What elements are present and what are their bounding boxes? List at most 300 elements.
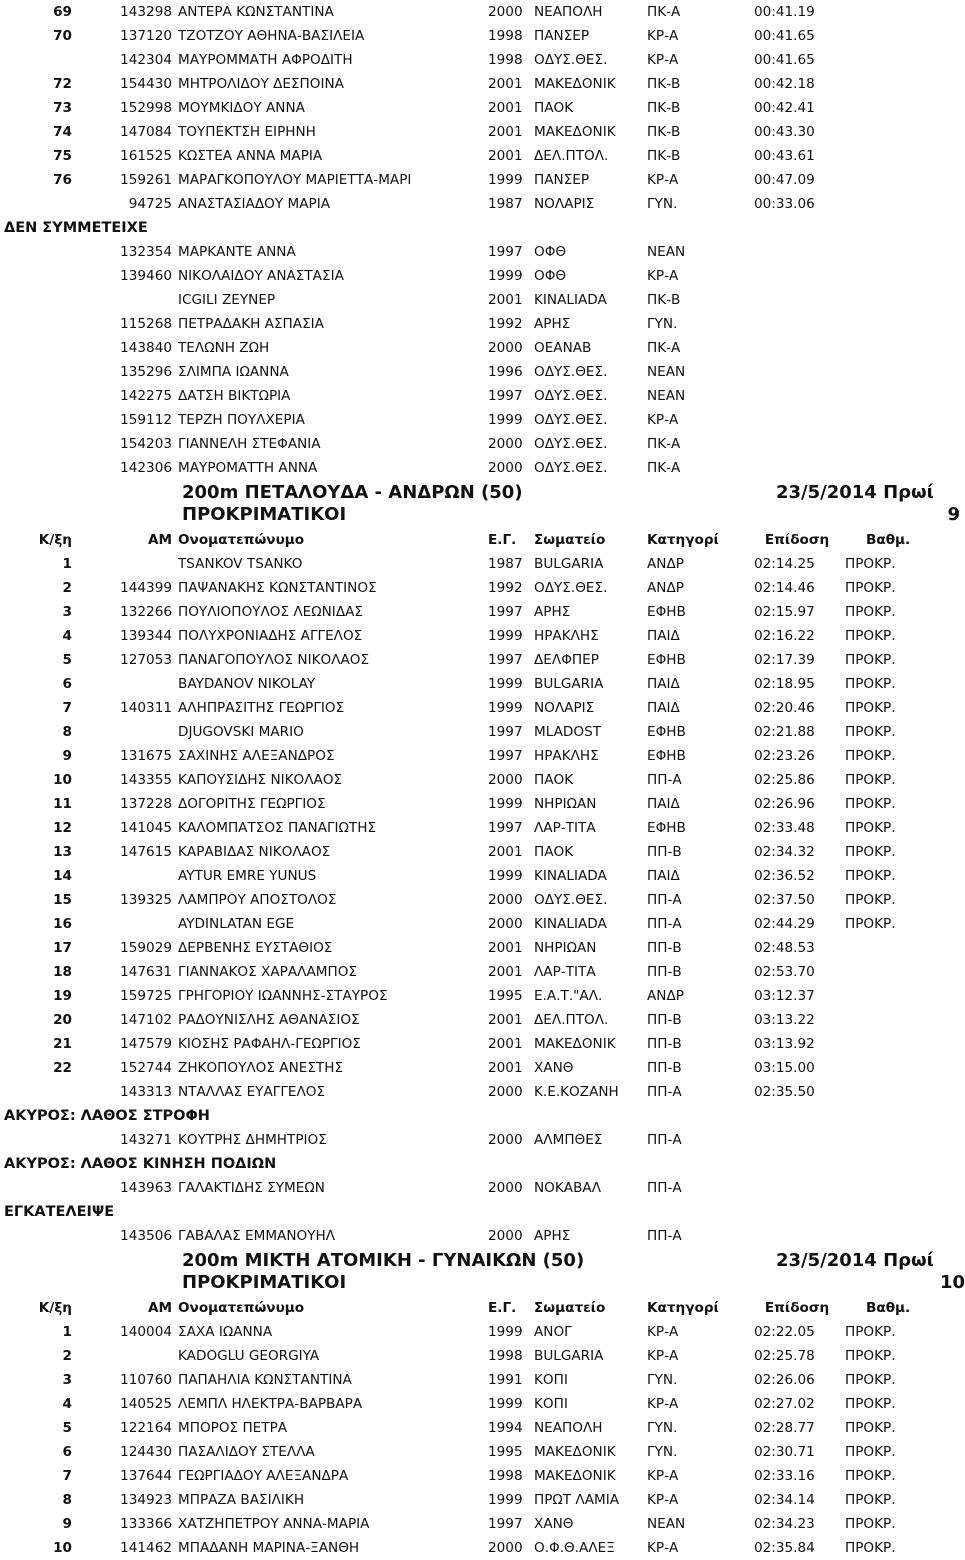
result-row [0, 696, 960, 720]
column-headers [0, 528, 960, 552]
birth-year-cell: 2000 [488, 772, 523, 788]
athlete-name-cell: ΖΗΚΟΠΟΥΛΟΣ ΑΝΕΣΤΗΣ [178, 1060, 344, 1076]
club-cell: ΑΡΗΣ [534, 316, 571, 332]
result-row [0, 1488, 960, 1512]
category-cell: ΚΡ-Α [647, 52, 679, 68]
birth-year-cell: 1992 [488, 580, 523, 596]
rank-cell: 3 [62, 1372, 72, 1388]
athlete-name-cell: ΣΑΧΑ ΙΩΑΝΝΑ [178, 1324, 273, 1340]
athlete-name-cell: ΝΙΚΟΛΑΙΔΟΥ ΑΝΑΣΤΑΣΙΑ [178, 268, 344, 284]
header-year: Ε.Γ. [488, 1300, 517, 1316]
rank-cell: 7 [62, 1468, 72, 1484]
remark-cell: ΠΡΟΚΡ. [845, 820, 896, 836]
club-cell: ΛΑΡ-ΤΙΤΑ [534, 964, 596, 980]
athlete-id-cell: 124430 [120, 1444, 172, 1460]
club-cell: ΟΦΘ [534, 268, 567, 284]
category-cell: ΠΠ-Α [647, 1084, 682, 1100]
result-row [0, 1440, 960, 1464]
birth-year-cell: 1999 [488, 412, 523, 428]
rank-cell: 5 [62, 1420, 72, 1436]
birth-year-cell: 1999 [488, 868, 523, 884]
athlete-name-cell: ΔΟΓΟΡΙΤΗΣ ΓΕΩΡΓΙΟΣ [178, 796, 326, 812]
category-cell: ΠΠ-Β [647, 844, 682, 860]
remark-cell: ΠΡΟΚΡ. [845, 1444, 896, 1460]
club-cell: ΑΛΜΠΘΕΣ [534, 1132, 603, 1148]
did-not-finish-block [0, 1224, 960, 1248]
club-cell: ΧΑΝΘ [534, 1060, 574, 1076]
category-cell: ΠΚ-Α [647, 436, 681, 452]
remark-cell: ΠΡΟΚΡ. [845, 1540, 896, 1556]
remark-cell: ΠΡΟΚΡ. [845, 1516, 896, 1532]
athlete-id-cell: 143355 [120, 772, 172, 788]
remark-cell: ΠΡΟΚΡ. [845, 676, 896, 692]
header-am: ΑΜ [147, 1300, 172, 1316]
club-cell: ΜΑΚΕΔΟΝΙΚ [534, 1444, 616, 1460]
athlete-name-cell: ΓΑΛΑΚΤΙΔΗΣ ΣΥΜΕΩΝ [178, 1180, 325, 1196]
category-cell: ΑΝΔΡ [647, 556, 684, 572]
birth-year-cell: 1997 [488, 244, 523, 260]
athlete-id-cell: 137228 [120, 796, 172, 812]
athlete-name-cell: ΓΙΑΝΝΕΛΗ ΣΤΕΦΑΝΙΑ [178, 436, 321, 452]
result-row [0, 984, 960, 1008]
category-cell: ΕΦΗΒ [647, 724, 686, 740]
category-cell: ΚΡ-Α [647, 268, 679, 284]
time-cell: 02:53.70 [754, 964, 815, 980]
rank-cell: 2 [62, 580, 72, 596]
club-cell: ΔΕΛ.ΠΤΟΛ. [534, 1012, 609, 1028]
dq-kick-block [0, 1176, 960, 1200]
athlete-name-cell: ΔΑΤΣΗ ΒΙΚΤΩΡΙΑ [178, 388, 291, 404]
athlete-name-cell: ΓΡΗΓΟΡΙΟΥ ΙΩΑΝΝΗΣ-ΣΤΑΥΡΟΣ [178, 988, 388, 1004]
header-time: Επίδοση [764, 1300, 830, 1316]
rank-cell: 19 [53, 988, 72, 1004]
header-am: ΑΜ [147, 532, 172, 548]
time-cell: 03:13.22 [754, 1012, 815, 1028]
time-cell: 00:42.18 [754, 76, 815, 92]
time-cell: 02:30.71 [754, 1444, 815, 1460]
time-cell: 02:35.84 [754, 1540, 815, 1556]
birth-year-cell: 1995 [488, 1444, 523, 1460]
event-title: 200m ΜΙΚΤΗ ΑΤΟΜΙΚΗ - ΓΥΝΑΙΚΩΝ (50) [182, 1250, 585, 1271]
result-row [0, 1224, 960, 1248]
time-cell: 00:43.30 [754, 124, 815, 140]
result-row [0, 336, 960, 360]
time-cell: 02:27.02 [754, 1396, 815, 1412]
category-cell: ΠΑΙΔ [647, 796, 680, 812]
birth-year-cell: 2000 [488, 436, 523, 452]
athlete-id-cell: 143313 [120, 1084, 172, 1100]
athlete-id-cell: 147579 [120, 1036, 172, 1052]
result-row [0, 264, 960, 288]
category-cell: ΠΠ-Β [647, 1036, 682, 1052]
remark-cell: ΠΡΟΚΡ. [845, 1468, 896, 1484]
remark-cell: ΠΡΟΚΡ. [845, 1492, 896, 1508]
athlete-name-cell: DJUGOVSKI MARIO [178, 724, 304, 740]
athlete-id-cell: 147631 [120, 964, 172, 980]
result-row [0, 792, 960, 816]
result-row [0, 1344, 960, 1368]
athlete-id-cell: 143506 [120, 1228, 172, 1244]
result-row [0, 1464, 960, 1488]
remark-cell: ΠΡΟΚΡ. [845, 748, 896, 764]
club-cell: ΝΕΑΠΟΛΗ [534, 4, 603, 20]
birth-year-cell: 2001 [488, 964, 523, 980]
birth-year-cell: 1999 [488, 700, 523, 716]
result-row [0, 552, 960, 576]
athlete-name-cell: ΠΑΝΑΓΟΠΟΥΛΟΣ ΝΙΚΟΛΑΟΣ [178, 652, 370, 668]
time-cell: 00:33.06 [754, 196, 815, 212]
result-row [0, 1032, 960, 1056]
header-club: Σωματείο [534, 1300, 606, 1316]
club-cell: Κ.Ε.ΚΟΖΑΝΗ [534, 1084, 619, 1100]
results-block-butterfly-men [0, 552, 960, 1104]
club-cell: ΜΑΚΕΔΟΝΙΚ [534, 76, 616, 92]
athlete-name-cell: ΚΑΛΟΜΠΑΤΣΟΣ ΠΑΝΑΓΙΩΤΗΣ [178, 820, 377, 836]
club-cell: ΔΕΛ.ΠΤΟΛ. [534, 148, 609, 164]
athlete-id-cell: 110760 [120, 1372, 172, 1388]
athlete-name-cell: ΜΠΡΑΖΑ ΒΑΣΙΛΙΚΗ [178, 1492, 305, 1508]
athlete-id-cell: 139460 [120, 268, 172, 284]
athlete-name-cell: BAYDANOV NIKOLAY [178, 676, 316, 692]
club-cell: ΑΡΗΣ [534, 604, 571, 620]
athlete-id-cell: 143298 [120, 4, 172, 20]
time-cell: 00:41.65 [754, 52, 815, 68]
birth-year-cell: 2000 [488, 1132, 523, 1148]
athlete-id-cell: 143271 [120, 1132, 172, 1148]
category-cell: ΕΦΗΒ [647, 748, 686, 764]
birth-year-cell: 2000 [488, 1228, 523, 1244]
rank-cell: 4 [62, 1396, 72, 1412]
result-row [0, 360, 960, 384]
category-cell: ΚΡ-Α [647, 28, 679, 44]
rank-cell: 6 [62, 1444, 72, 1460]
result-row [0, 888, 960, 912]
time-cell: 02:48.53 [754, 940, 815, 956]
remark-cell: ΠΡΟΚΡ. [845, 868, 896, 884]
category-cell: ΠΠ-Β [647, 964, 682, 980]
club-cell: ΠΑΟΚ [534, 100, 574, 116]
birth-year-cell: 1992 [488, 316, 523, 332]
category-cell: ΠΚ-Α [647, 460, 681, 476]
athlete-name-cell: ΜΑΥΡΟΜΜΑΤΗ ΑΦΡΟΔΙΤΗ [178, 52, 353, 68]
time-cell: 02:20.46 [754, 700, 815, 716]
rank-cell: 21 [53, 1036, 72, 1052]
rank-cell: 17 [53, 940, 72, 956]
rank-cell: 18 [53, 964, 72, 980]
athlete-id-cell: 134923 [120, 1492, 172, 1508]
club-cell: ΔΕΛΦΠΕΡ [534, 652, 599, 668]
birth-year-cell: 1998 [488, 1348, 523, 1364]
time-cell: 00:41.65 [754, 28, 815, 44]
header-name: Ονοματεπώνυμο [178, 532, 305, 548]
club-cell: ΟΔΥΣ.ΘΕΣ. [534, 580, 608, 596]
birth-year-cell: 1998 [488, 52, 523, 68]
did-not-start-block [0, 240, 960, 480]
remark-cell: ΠΡΟΚΡ. [845, 604, 896, 620]
time-cell: 02:25.78 [754, 1348, 815, 1364]
athlete-id-cell: 140311 [120, 700, 172, 716]
birth-year-cell: 1991 [488, 1372, 523, 1388]
category-cell: ΚΡ-Α [647, 1540, 679, 1556]
page-number: 9 [947, 504, 960, 525]
rank-cell: 14 [53, 868, 72, 884]
time-cell: 02:26.06 [754, 1372, 815, 1388]
birth-year-cell: 1999 [488, 1396, 523, 1412]
club-cell: ΛΑΡ-ΤΙΤΑ [534, 820, 596, 836]
club-cell: ΝΟΛΑΡΙΣ [534, 196, 595, 212]
category-cell: ΠΑΙΔ [647, 700, 680, 716]
club-cell: ΚΟΠΙ [534, 1372, 568, 1388]
athlete-name-cell: ΤΕΡΖΗ ΠΟΥΛΧΕΡΙΑ [178, 412, 305, 428]
athlete-name-cell: ΓΕΩΡΓΙΑΔΟΥ ΑΛΕΞΑΝΔΡΑ [178, 1468, 349, 1484]
dq-turn-block [0, 1128, 960, 1152]
result-row [0, 312, 960, 336]
time-cell: 02:34.32 [754, 844, 815, 860]
club-cell: BULGARIA [534, 1348, 604, 1364]
athlete-id-cell: 141462 [120, 1540, 172, 1556]
category-cell: ΠΚ-Β [647, 148, 681, 164]
time-cell: 02:15.97 [754, 604, 815, 620]
athlete-name-cell: ΚΟΥΤΡΗΣ ΔΗΜΗΤΡΙΟΣ [178, 1132, 327, 1148]
athlete-id-cell: 133366 [120, 1516, 172, 1532]
category-cell: ΠΚ-Β [647, 292, 681, 308]
rank-cell: 12 [53, 820, 72, 836]
category-cell: ΝΕΑΝ [647, 1516, 686, 1532]
result-row [0, 192, 960, 216]
club-cell: ΚΟΠΙ [534, 1396, 568, 1412]
remark-cell: ΠΡΟΚΡ. [845, 1372, 896, 1388]
time-cell: 03:12.37 [754, 988, 815, 1004]
rank-cell: 9 [62, 748, 72, 764]
rank-cell: 9 [62, 1516, 72, 1532]
club-cell: Ο.Φ.Θ.ΑΛΕΞ [534, 1540, 615, 1556]
result-row [0, 1416, 960, 1440]
result-row [0, 840, 960, 864]
club-cell: ΟΔΥΣ.ΘΕΣ. [534, 892, 608, 908]
athlete-name-cell: ΓΙΑΝΝΑΚΟΣ ΧΑΡΑΛΑΜΠΟΣ [178, 964, 357, 980]
rank-cell: 6 [62, 676, 72, 692]
birth-year-cell: 2001 [488, 1036, 523, 1052]
result-row [0, 432, 960, 456]
result-row [0, 768, 960, 792]
athlete-id-cell: 137644 [120, 1468, 172, 1484]
athlete-name-cell: ΚΑΡΑΒΙΔΑΣ ΝΙΚΟΛΑΟΣ [178, 844, 331, 860]
category-cell: ΠΠ-Α [647, 1132, 682, 1148]
rank-cell: 73 [53, 100, 72, 116]
remark-cell: ΠΡΟΚΡ. [845, 892, 896, 908]
athlete-name-cell: ΜΠΑΔΑΝΗ ΜΑΡΙΝΑ-ΞΑΝΘΗ [178, 1540, 360, 1556]
athlete-name-cell: ΔΕΡΒΕΝΗΣ ΕΥΣΤΑΘΙΟΣ [178, 940, 333, 956]
category-cell: ΠΠ-Β [647, 1012, 682, 1028]
birth-year-cell: 1999 [488, 628, 523, 644]
time-cell: 02:33.48 [754, 820, 815, 836]
remark-cell: ΠΡΟΚΡ. [845, 844, 896, 860]
athlete-id-cell: 147102 [120, 1012, 172, 1028]
event-heading-butterfly-men [0, 480, 960, 528]
result-row [0, 96, 960, 120]
athlete-id-cell: 94725 [128, 196, 172, 212]
category-cell: ΓΥΝ. [647, 196, 678, 212]
rank-cell: 13 [53, 844, 72, 860]
result-row [0, 0, 960, 24]
athlete-id-cell: 142304 [120, 52, 172, 68]
birth-year-cell: 1987 [488, 196, 523, 212]
birth-year-cell: 2000 [488, 1180, 523, 1196]
club-cell: ΠΑΟΚ [534, 844, 574, 860]
athlete-name-cell: ΜΑΡΑΓΚΟΠΟΥΛΟΥ ΜΑΡΙΕΤΤΑ-ΜΑΡΙ [178, 172, 412, 188]
result-row [0, 384, 960, 408]
remark-cell: ΠΡΟΚΡ. [845, 628, 896, 644]
athlete-id-cell: 154430 [120, 76, 172, 92]
club-cell: ΟΕΑΝΑΒ [534, 340, 592, 356]
rank-cell: 16 [53, 916, 72, 932]
birth-year-cell: 1997 [488, 724, 523, 740]
athlete-name-cell: ΠΟΥΛΙΟΠΟΥΛΟΣ ΛΕΩΝΙΔΑΣ [178, 604, 364, 620]
time-cell: 02:26.96 [754, 796, 815, 812]
club-cell: ΝΟΚΑΒΑΛ [534, 1180, 602, 1196]
result-row [0, 1536, 960, 1560]
birth-year-cell: 2001 [488, 124, 523, 140]
athlete-name-cell: ΑΝΑΣΤΑΣΙΑΔΟΥ ΜΑΡΙΑ [178, 196, 331, 212]
athlete-id-cell: 132266 [120, 604, 172, 620]
birth-year-cell: 1996 [488, 364, 523, 380]
remark-cell: ΠΡΟΚΡ. [845, 652, 896, 668]
athlete-name-cell: ΣΑΧΙΝΗΣ ΑΛΕΞΑΝΔΡΟΣ [178, 748, 335, 764]
remark-cell: ΠΡΟΚΡ. [845, 1420, 896, 1436]
athlete-name-cell: ΤΕΛΩΝΗ ΖΩΗ [178, 340, 270, 356]
birth-year-cell: 2000 [488, 1540, 523, 1556]
header-remark: Βαθμ. [866, 1300, 911, 1316]
category-cell: ΠΚ-Β [647, 76, 681, 92]
category-cell: ΚΡ-Α [647, 1468, 679, 1484]
club-cell: ΟΔΥΣ.ΘΕΣ. [534, 364, 608, 380]
rank-cell: 2 [62, 1348, 72, 1364]
birth-year-cell: 2001 [488, 148, 523, 164]
category-cell: ΝΕΑΝ [647, 244, 686, 260]
birth-year-cell: 2001 [488, 844, 523, 860]
time-cell: 02:17.39 [754, 652, 815, 668]
header-club: Σωματείο [534, 532, 606, 548]
athlete-name-cell: ΡΑΔΟΥΝΙΣΛΗΣ ΑΘΑΝΑΣΙΟΣ [178, 1012, 360, 1028]
athlete-name-cell: ΜΗΤΡΟΛΙΔΟΥ ΔΕΣΠΟΙΝΑ [178, 76, 344, 92]
category-cell: ΚΡ-Α [647, 1348, 679, 1364]
athlete-id-cell: 137120 [120, 28, 172, 44]
time-cell: 02:37.50 [754, 892, 815, 908]
birth-year-cell: 2000 [488, 892, 523, 908]
athlete-id-cell: 152744 [120, 1060, 172, 1076]
result-row [0, 744, 960, 768]
category-cell: ΠΠ-Α [647, 1228, 682, 1244]
athlete-id-cell: 135296 [120, 364, 172, 380]
result-row [0, 1512, 960, 1536]
athlete-name-cell: ΠΑΠΑΗΛΙΑ ΚΩΝΣΤΑΝΤΙΝΑ [178, 1372, 352, 1388]
header-name: Ονοματεπώνυμο [178, 1300, 305, 1316]
time-cell: 02:33.16 [754, 1468, 815, 1484]
athlete-name-cell: ΣΛΙΜΠΑ ΙΩΑΝΝΑ [178, 364, 289, 380]
remark-cell: ΠΡΟΚΡ. [845, 772, 896, 788]
category-cell: ΠΚ-Α [647, 340, 681, 356]
athlete-name-cell: ΛΕΜΠΛ ΗΛΕΚΤΡΑ-ΒΑΡΒΑΡΑ [178, 1396, 363, 1412]
birth-year-cell: 2001 [488, 940, 523, 956]
category-cell: ΕΦΗΒ [647, 604, 686, 620]
club-cell: ΟΦΘ [534, 244, 567, 260]
category-cell: ΠΚ-Α [647, 4, 681, 20]
athlete-name-cell: ΧΑΤΖΗΠΕΤΡΟΥ ΑΝΝΑ-ΜΑΡΙΑ [178, 1516, 370, 1532]
athlete-id-cell: 140004 [120, 1324, 172, 1340]
category-cell: ΠΑΙΔ [647, 628, 680, 644]
athlete-name-cell: ΑΝΤΕΡΑ ΚΩΝΣΤΑΝΤΙΝΑ [178, 4, 334, 20]
rank-cell: 70 [53, 28, 72, 44]
club-cell: ΑΝΟΓ [534, 1324, 572, 1340]
rank-cell: 72 [53, 76, 72, 92]
club-cell: ΠΑΝΣΕΡ [534, 172, 590, 188]
athlete-id-cell: 141045 [120, 820, 172, 836]
birth-year-cell: 1997 [488, 604, 523, 620]
birth-year-cell: 2000 [488, 1084, 523, 1100]
birth-year-cell: 2000 [488, 340, 523, 356]
category-cell: ΝΕΑΝ [647, 364, 686, 380]
time-cell: 02:35.50 [754, 1084, 815, 1100]
result-row [0, 816, 960, 840]
header-remark: Βαθμ. [866, 532, 911, 548]
category-cell: ΚΡ-Α [647, 172, 679, 188]
result-row [0, 1080, 960, 1104]
rank-cell: 1 [62, 556, 72, 572]
category-cell: ΠΠ-Α [647, 892, 682, 908]
birth-year-cell: 1997 [488, 820, 523, 836]
time-cell: 02:34.14 [754, 1492, 815, 1508]
rank-cell: 7 [62, 700, 72, 716]
birth-year-cell: 1997 [488, 652, 523, 668]
column-headers [0, 1296, 960, 1320]
time-cell: 02:44.29 [754, 916, 815, 932]
birth-year-cell: 1998 [488, 1468, 523, 1484]
category-cell: ΓΥΝ. [647, 1420, 678, 1436]
athlete-name-cell: AYDINLATAN EGE [178, 916, 295, 932]
athlete-id-cell: 147615 [120, 844, 172, 860]
rank-cell: 8 [62, 1492, 72, 1508]
section-label-dq-turn: ΑΚΥΡΟΣ: ΛΑΘΟΣ ΣΤΡΟΦΗ [4, 1108, 210, 1124]
club-cell: ΑΡΗΣ [534, 1228, 571, 1244]
athlete-id-cell: 142275 [120, 388, 172, 404]
athlete-name-cell: ΠΑΨΑΝΑΚΗΣ ΚΩΝΣΤΑΝΤΙΝΟΣ [178, 580, 377, 596]
remark-cell: ΠΡΟΚΡ. [845, 1324, 896, 1340]
athlete-name-cell: ΠΕΤΡΑΔΑΚΗ ΑΣΠΑΣΙΑ [178, 316, 324, 332]
birth-year-cell: 1999 [488, 676, 523, 692]
result-row [0, 576, 960, 600]
birth-year-cell: 2000 [488, 460, 523, 476]
birth-year-cell: 1995 [488, 988, 523, 1004]
rank-cell: 69 [53, 4, 72, 20]
club-cell: ΗΡΑΚΛΗΣ [534, 748, 599, 764]
result-row [0, 936, 960, 960]
category-cell: ΠΠ-Α [647, 1180, 682, 1196]
club-cell: ΜΑΚΕΔΟΝΙΚ [534, 124, 616, 140]
result-row [0, 288, 960, 312]
category-cell: ΚΡ-Α [647, 1492, 679, 1508]
result-row [0, 1128, 960, 1152]
category-cell: ΚΡ-Α [647, 412, 679, 428]
rank-cell: 5 [62, 652, 72, 668]
birth-year-cell: 2001 [488, 292, 523, 308]
athlete-name-cell: ΠΟΛΥΧΡΟΝΙΑΔΗΣ ΑΓΓΕΛΟΣ [178, 628, 363, 644]
rank-cell: 3 [62, 604, 72, 620]
club-cell: ΟΔΥΣ.ΘΕΣ. [534, 388, 608, 404]
time-cell: 02:34.23 [754, 1516, 815, 1532]
result-row [0, 624, 960, 648]
rank-cell: 1 [62, 1324, 72, 1340]
club-cell: MLADOST [534, 724, 602, 740]
